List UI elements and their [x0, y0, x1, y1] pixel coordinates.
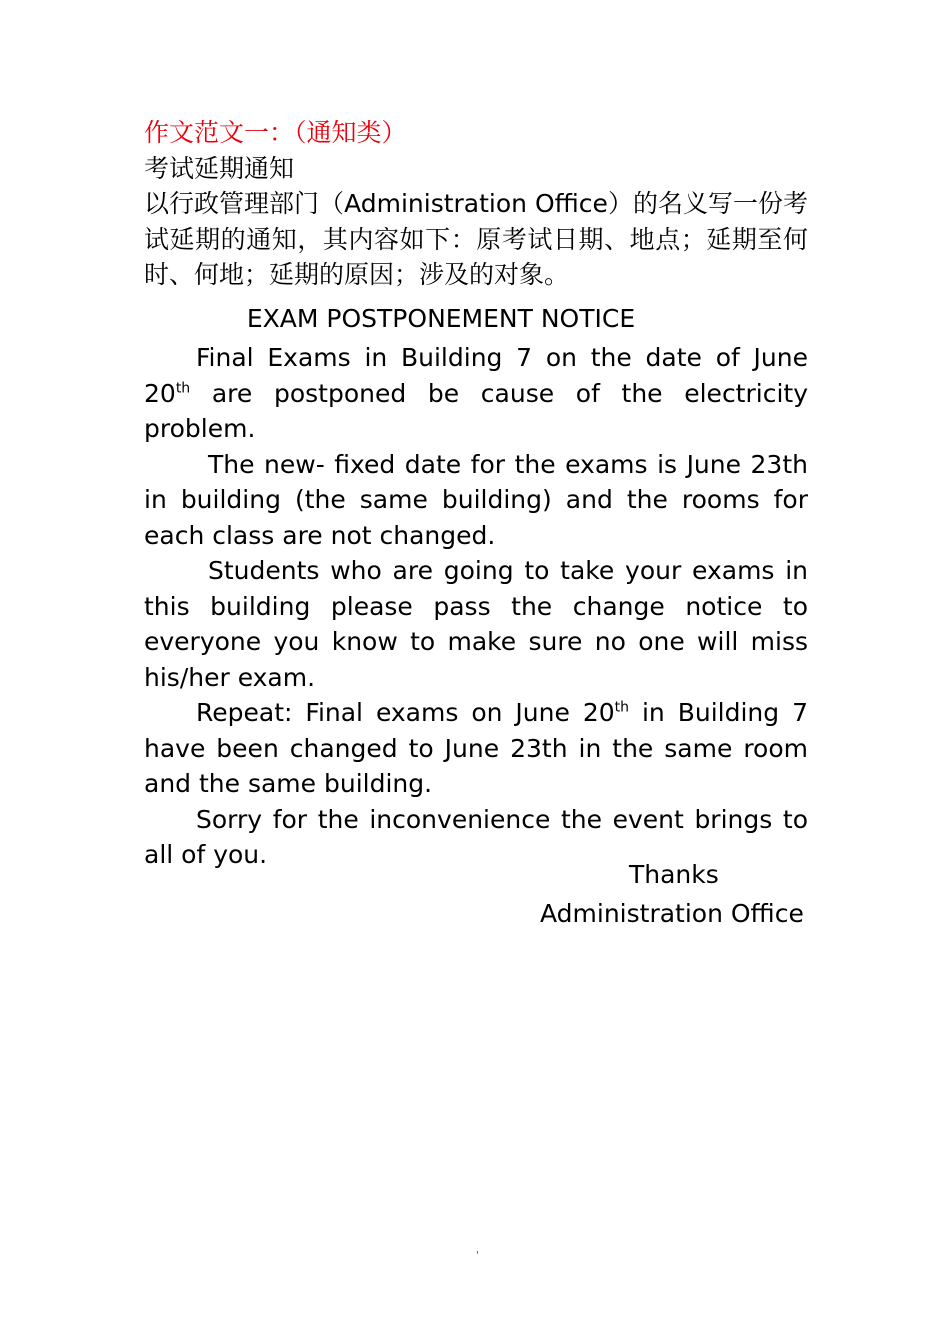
notice-p1-text-end: are postponed be cause of the electricity problem.	[144, 378, 808, 443]
notice-p4-text: Repeat: Final exams on June 20	[196, 698, 615, 727]
notice-p1-text: Final Exams in Building 7 on the date of June 20	[144, 343, 808, 408]
notice-paragraph-2: The new- fixed date for the exams is June 23th in building (the same building) and the rooms for each class are not changed.	[144, 449, 808, 550]
notice-p4-text-end: in Building 7 have been changed to June 23th in the same room and the same building.	[144, 698, 809, 798]
closing-thanks: Thanks	[629, 860, 719, 889]
notice-paragraph-4	[144, 695, 808, 802]
notice-p4-superscript: th	[614, 699, 630, 716]
notice-paragraph-1	[144, 340, 808, 447]
notice-title: EXAM POSTPONEMENT NOTICE	[246, 303, 636, 333]
essay-heading: 作文范文一：（通知类）	[144, 118, 407, 147]
footer-mark: '	[476, 1250, 479, 1261]
document-body	[144, 115, 808, 873]
essay-subtitle: 考试延期通知	[144, 153, 295, 183]
essay-instruction: 以行政管理部门（Administration Office）的名义写一份考试延期的通知，其内容如下：原考试日期、地点；延期至何时、何地；延期的原因；涉及的对象。	[144, 189, 808, 289]
notice-p1-superscript: th	[175, 380, 191, 397]
notice-paragraph-5: Sorry for the inconvenience the event brings to all of you.	[144, 804, 808, 869]
signature-office: Administration Office	[540, 899, 804, 928]
notice-paragraph-3: Students who are going to take your exams in this building please pass the change notice to everyone you know to make sure no one will miss his/her exam.	[144, 556, 808, 692]
